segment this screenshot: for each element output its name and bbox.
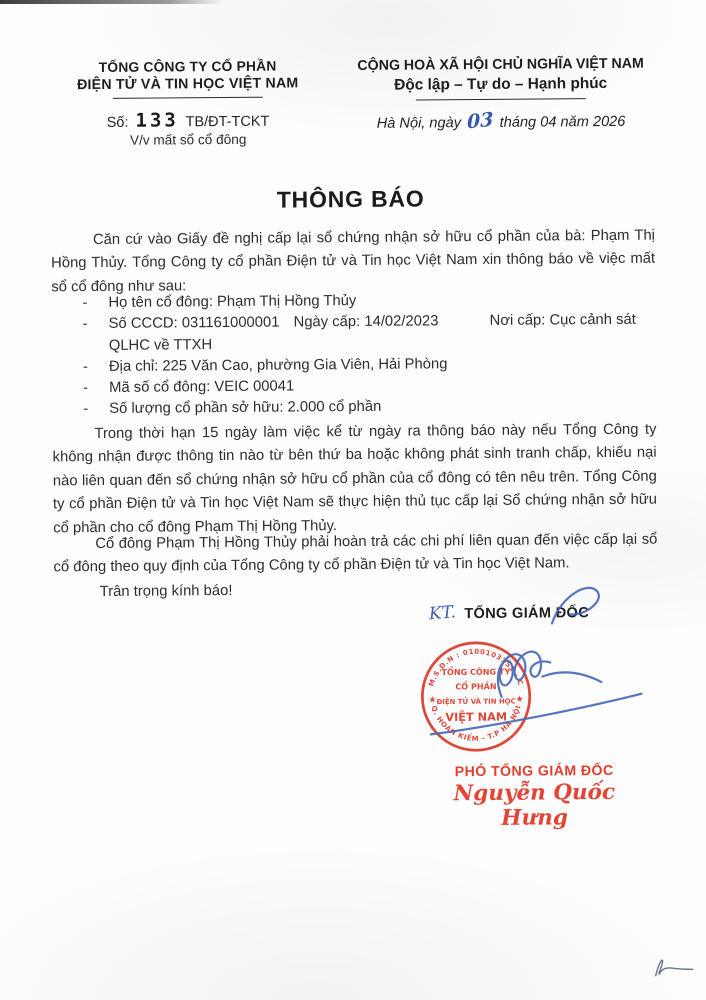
cccd-issuer: Nơi cấp: Cục cảnh sát	[489, 312, 636, 330]
issue-date-prefix: Hà Nội, ngày	[376, 115, 462, 132]
seal-ring-text-top: M.S.D.N : 0100103351 - C	[427, 647, 525, 688]
bullet-dash: -	[83, 380, 89, 397]
bullet-dash: -	[82, 295, 88, 312]
detail-text-address: Địa chỉ: 225 Văn Cao, phường Gia Viên, Hải Phòng	[108, 356, 448, 375]
detail-text-cccd	[109, 310, 653, 357]
detail-row-cccd	[83, 310, 653, 357]
cccd-issue-date: Ngày cấp: 14/02/2023	[293, 313, 439, 331]
shareholder-details-list	[82, 289, 653, 421]
issuer-name-line2: ĐIỆN TỬ VÀ TIN HỌC VIỆT NAM	[76, 75, 299, 94]
document-number-label: Số:	[106, 114, 129, 131]
issue-date-line	[339, 108, 663, 134]
seal-ring-text-bottom: Q. HOÀN KIẾM - T.P HÀ NỘI	[429, 704, 523, 743]
national-title: CỘNG HOÀ XÃ HỘI CHỦ NGHĨA VIỆT NAM	[357, 55, 644, 74]
cccd-number: Số CCCD: 031161000001	[108, 314, 280, 333]
deputy-director-title: PHÓ TỔNG GIÁM ĐỐC	[454, 762, 614, 781]
document-number-value: 133	[135, 109, 179, 132]
handwritten-signature	[394, 576, 666, 773]
national-header	[339, 56, 664, 133]
signer-title: TỔNG GIÁM ĐỐC	[464, 605, 590, 623]
detail-text-shareholder-code: Mã số cổ đông: VEIC 00041	[109, 378, 295, 397]
bullet-dash: -	[83, 401, 89, 418]
motto-underline	[416, 96, 586, 100]
bullet-dash: -	[82, 358, 88, 376]
seal-star-left-icon: ★	[428, 695, 437, 706]
issuer-underline	[113, 95, 263, 99]
national-motto: Độc lập – Tự do – Hạnh phúc	[394, 74, 608, 94]
bullet-dash: -	[82, 316, 88, 333]
notice-period-paragraph: Trong thời hạn 15 ngày làm việc kể từ ngày ra thông báo này nếu Tổng Công ty không nhận được thông tin nào từ bên thứ ba hoặc không phát sinh tranh chấp, khiếu nại nào liên quan đến sổ chứng nhận sở hữu cổ phần của cổ đông có tên nêu trên. Tổng Công ty cổ phần Điện tử và Tin học Việt Nam sẽ thực hiện thủ tục cấp lại Sổ chứng nhận sở hữu cổ phần cho cổ đông Phạm Thị Hồng Thủy.	[52, 421, 658, 536]
document-number-line	[57, 108, 319, 132]
signature-loops	[498, 651, 551, 696]
seal-center-line1: TỔNG CÔNG TY	[441, 667, 511, 678]
seal-center-line4: VIỆT NAM	[445, 710, 508, 724]
signature-flourish	[552, 588, 599, 624]
detail-text-share-quantity: Số lượng cổ phần sở hữu: 2.000 cổ phần	[109, 399, 382, 418]
document-number-suffix: TB/ĐT-TCKT	[185, 113, 270, 131]
corner-initial-stroke	[656, 960, 693, 976]
page-corner-initial	[634, 947, 698, 990]
subject-line: V/v mất sổ cổ đông	[129, 131, 247, 148]
issuer-name-line1: TỔNG CÔNG TY CỔ PHẦN	[98, 58, 277, 75]
seal-star-right-icon: ★	[515, 694, 524, 705]
opening-paragraph: Căn cứ vào Giấy đề nghị cấp lại sổ chứng nhận sở hữu cổ phần của bà: Phạm Thị Hồng Thủy. Tổng Công ty cổ phần Điện tử và Tin học Việt Nam xin thông báo về việc mất sổ cổ đông như sau:	[51, 227, 656, 296]
cccd-issuer-wrap: QLHC về TTXH	[108, 336, 213, 354]
seal-center-line3: ĐIỆN TỬ VÀ TIN HỌC	[436, 697, 516, 707]
signature-upper-stroke	[542, 672, 601, 682]
closing-line: Trân trọng kính báo!	[99, 582, 233, 600]
seal-center-line2: CỔ PHẦN	[455, 682, 497, 692]
handwritten-kt: KT.	[428, 602, 457, 625]
detail-text-name: Họ tên cổ đông: Phạm Thị Hồng Thủy	[108, 292, 357, 311]
issuer-header	[57, 58, 320, 148]
issue-date-suffix: tháng 04 năm 2026	[499, 113, 626, 131]
document-title: THÔNG BÁO	[276, 185, 425, 213]
signer-name-stamp: Nguyễn Quốc Hưng	[453, 779, 616, 831]
detail-row-share-quantity	[83, 395, 653, 421]
handwritten-day: 03	[467, 108, 494, 134]
fees-paragraph: Cổ đông Phạm Thị Hồng Thủy phải hoàn trả các chi phí liên quan đến việc cấp lại sổ cổ đông theo quy định của Tổng Công ty cổ phần Điện tử và Tin học Việt Nam.	[53, 531, 658, 576]
signature-lower-stroke	[431, 694, 642, 735]
